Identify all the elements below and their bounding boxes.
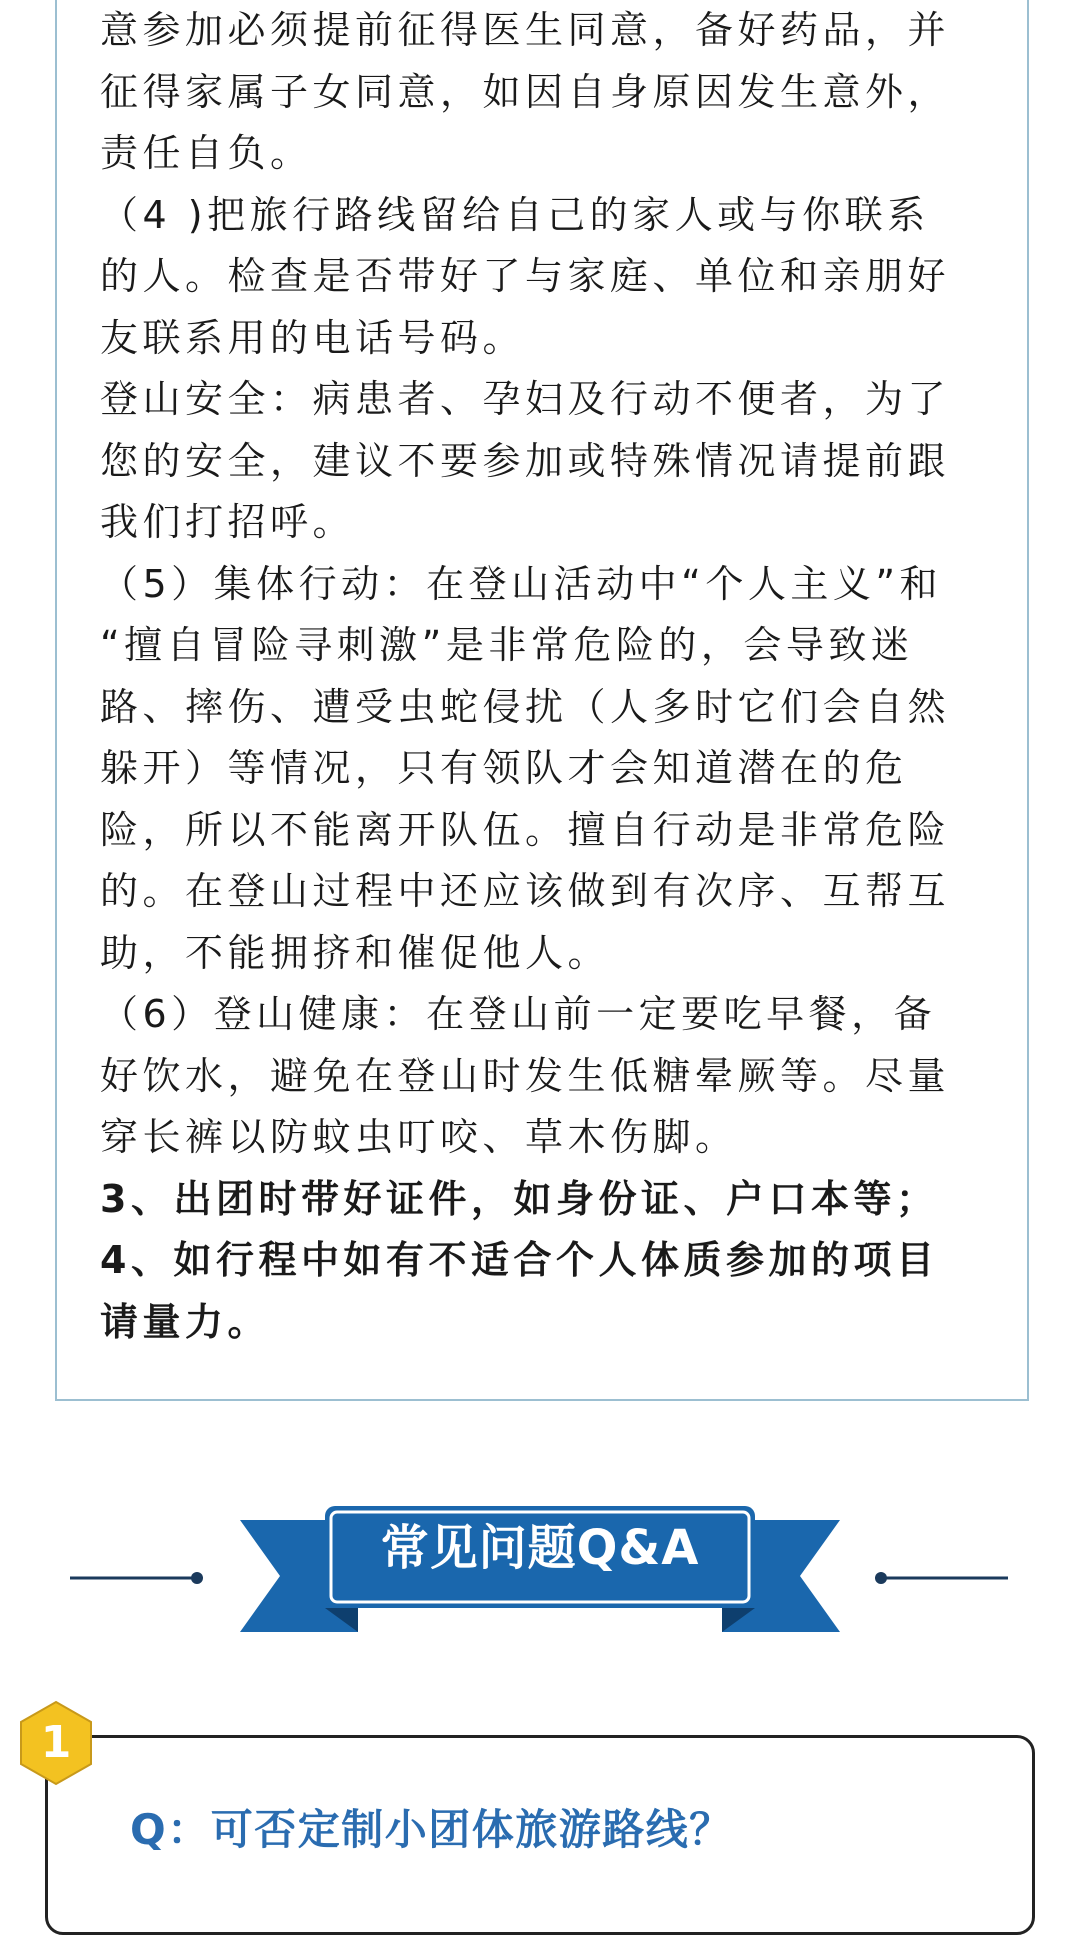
notice-line: 躲开）等情况，只有领队才会知道潜在的危	[100, 746, 908, 790]
notice-line: 友联系用的电话号码。	[100, 315, 526, 360]
notice-line: 责任自负。	[100, 131, 313, 175]
notice-line: （4 )把旅行路线留给自己的家人或与你联系	[100, 192, 930, 237]
notice-line: 险，所以不能离开队伍。擅自行动是非常危险	[100, 807, 951, 852]
faq-number-badge	[18, 1700, 94, 1786]
notice-line: 路、摔伤、遭受虫蛇侵扰（人多时它们会自然	[100, 684, 951, 729]
faq-section-title: 常见问题Q&A	[380, 1520, 700, 1576]
notice-line: 意参加必须提前征得医生同意，备好药品，并	[100, 8, 951, 52]
notice-line: “擅自冒险寻刺激”是非常危险的，会导致迷	[100, 623, 914, 667]
notice-line: 穿长裤以防蚊虫叮咬、草木伤脚。	[100, 1115, 738, 1159]
faq-section-banner	[0, 1490, 1080, 1650]
notice-line: 登山安全：病患者、孕妇及行动不便者，为了	[100, 377, 951, 421]
notice-line: 的。在登山过程中还应该做到有次序、互帮互	[100, 869, 951, 913]
faq-number: 1	[40, 1717, 72, 1768]
notice-line: （5）集体行动：在登山活动中“个人主义”和	[100, 561, 943, 606]
right-divider-dot	[875, 1572, 887, 1584]
notice-line: 您的安全，建议不要参加或特殊情况请提前跟	[100, 438, 951, 483]
notice-line: 好饮水，避免在登山时发生低糖晕厥等。尽量	[100, 1053, 951, 1098]
notice-line: 我们打招呼。	[100, 500, 356, 544]
notice-line-bold: 请量力。	[100, 1299, 271, 1344]
notice-line-bold: 4、如行程中如有不适合个人体质参加的项目	[100, 1238, 939, 1282]
notice-line: （6）登山健康：在登山前一定要吃早餐，备	[100, 992, 937, 1036]
notice-line: 征得家属子女同意，如因自身原因发生意外，	[100, 69, 951, 114]
notice-line: 的人。检查是否带好了与家庭、单位和亲朋好	[100, 254, 951, 298]
notice-text	[100, 0, 980, 1353]
faq-question[interactable]: Q：可否定制小团体旅游路线？	[130, 1805, 733, 1854]
left-divider-dot	[191, 1572, 203, 1584]
notice-line-bold: 3、出团时带好证件，如身份证、户口本等；	[100, 1176, 939, 1221]
notice-line: 助，不能拥挤和催促他人。	[100, 930, 611, 975]
